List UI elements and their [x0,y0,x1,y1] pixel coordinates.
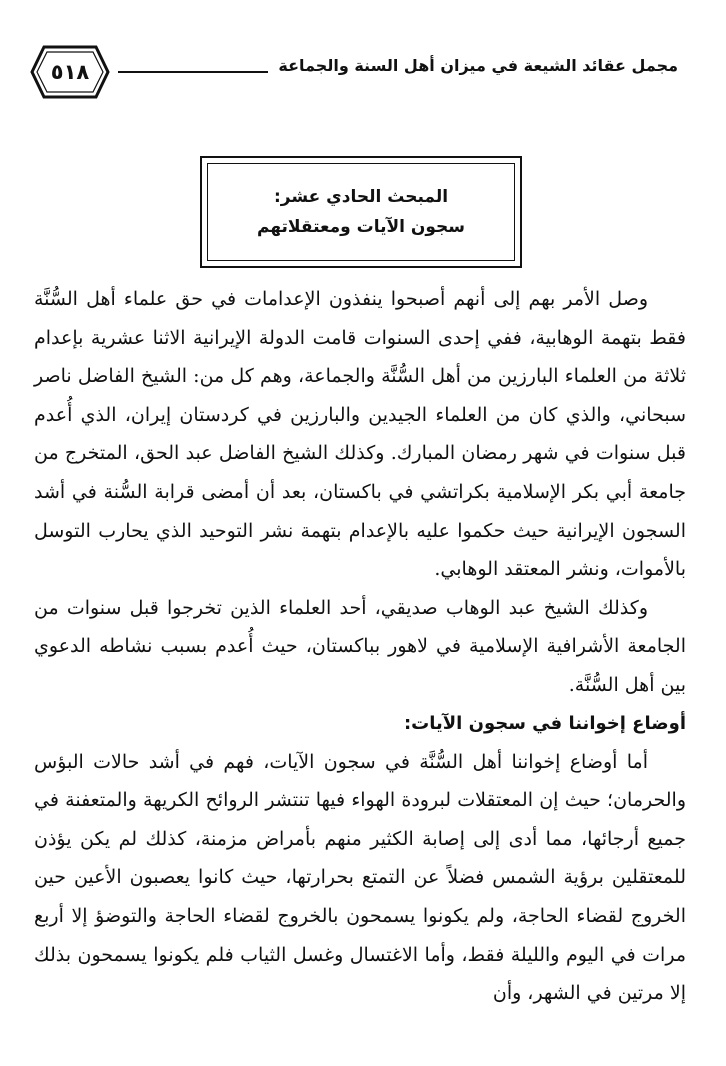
section-kicker: المبحث الحادي عشر: [273,187,449,207]
paragraph-3: أما أوضاع إخواننا أهل السُّنَّة في سجون الآيات، فهم في أشد حالات البؤس والحرمان؛ حيث إن المعتقلات لبرودة الهواء فيها تنتشر الروائح الكريهة والمتعفنة في جميع أرجائها، مما أدى إلى إصابة الكثير منهم بأمراض مزمنة، كذلك لم يكن يؤذن للمعتقلين برؤية الشمس فضلاً عن التمتع بحرارتها، حيث كانوا يعصبون الأعين حين الخروج لقضاء الحاجة، ولم يكونوا يسمحون بالخروج لقضاء الحاجة والتوضؤ إلا أربع مرات في اليوم والليلة فقط، وأما الاغتسال وغسل الثياب فلم يكونوا يسمحون بذلك إلا مرتين في الشهر، وأن [34,750,686,1005]
header-rule [118,71,268,73]
section-title-box [200,156,522,268]
paragraph-2: وكذلك الشيخ عبد الوهاب صديقي، أحد العلماء الذين تخرجوا قبل سنوات من الجامعة الأشرافية الإسلامية في لاهور بباكستان، حيث أُعدم بسبب نشاطه الدعوي بين أهل السُّنَّة. [34,596,686,696]
paragraph-1: وصل الأمر بهم إلى أنهم أصبحوا ينفذون الإعدامات في حق علماء أهل السُّنَّة فقط بتهمة الوهابية، ففي إحدى السنوات قامت الدولة الإيرانية الاثنا عشرية بإعدام ثلاثة من العلماء البارزين من أهل السُّنَّة والجماعة، وهم كل من: الشيخ الفاضل ناصر سبحاني، والذي كان من العلماء الجيدين والبارزين في كردستان إيران، الذي أُعدم قبل سنوات في شهر رمضان المبارك. وكذلك الشيخ الفاضل عبد الحق، المتخرج من جامعة أبي بكر الإسلامية بكراتشي في باكستان، بعد أن أمضى قرابة السُّنة في أشد السجون الإيرانية حيث حكموا عليه بالإعدام بتهمة نشر التوحيد الذي يحارب التوسل بالأموات، ونشر المعتقد الوهابي. [34,288,686,581]
section-title-inner-frame [207,163,515,261]
subheading: أوضاع إخواننا في سجون الآيات: [403,712,686,734]
body-text [34,280,686,1013]
running-title: مجمل عقائد الشيعة في ميزان أهل السنة والجماعة [278,56,678,75]
page-number-badge [30,44,110,100]
page-header [30,44,682,100]
page-number: ٥١٨ [50,60,90,84]
section-title: سجون الآيات ومعتقلاتهم [256,217,466,237]
